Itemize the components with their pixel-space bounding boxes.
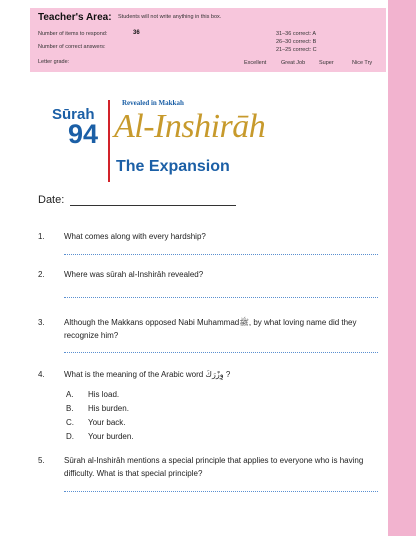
question-3-number: 3. bbox=[38, 318, 45, 327]
header-divider bbox=[108, 100, 110, 182]
question-3-answer-line[interactable] bbox=[64, 352, 378, 353]
question-1-answer-line[interactable] bbox=[64, 254, 378, 255]
scale-a: 31–36 correct: A bbox=[276, 31, 317, 37]
surah-label: Sūrah bbox=[52, 106, 95, 123]
teacher-area-title: Teacher's Area: bbox=[38, 12, 112, 23]
grade-great-job: Great Job bbox=[281, 60, 306, 66]
items-value: 36 bbox=[133, 30, 140, 36]
date-field[interactable] bbox=[70, 205, 236, 206]
question-2-number: 2. bbox=[38, 270, 45, 279]
scale-c: 21–25 correct: C bbox=[276, 47, 317, 53]
teacher-area-box bbox=[30, 8, 386, 72]
scale-b: 26–30 correct: B bbox=[276, 39, 317, 45]
grade-excellent: Excellent bbox=[244, 60, 267, 66]
date-label: Date: bbox=[38, 194, 65, 206]
question-4-number: 4. bbox=[38, 370, 45, 379]
question-5-number: 5. bbox=[38, 456, 45, 465]
question-4-arabic-word: وِزْرَكَ bbox=[205, 370, 224, 379]
items-label: Number of items to respond: bbox=[38, 31, 108, 37]
question-5-answer-line[interactable] bbox=[64, 491, 378, 492]
question-2-answer-line[interactable] bbox=[64, 297, 378, 298]
option-b-letter[interactable]: B. bbox=[66, 404, 74, 413]
option-a-text[interactable]: His load. bbox=[88, 390, 120, 399]
grade-super: Super bbox=[319, 60, 334, 66]
question-3-text: Although the Makkans opposed Nabi Muhammadﷺ, by what loving name did they recognize him? bbox=[64, 318, 357, 340]
question-5-text: Sūrah al-Inshirāh mentions a special principle that applies to everyone who is having difficulty. What is that special principle? bbox=[64, 456, 364, 478]
question-1-text: What comes along with every hardship? bbox=[64, 232, 206, 241]
correct-label: Number of correct answers: bbox=[38, 44, 106, 50]
option-a-letter[interactable]: A. bbox=[66, 390, 74, 399]
grade-label: Letter grade: bbox=[38, 59, 70, 65]
question-4-suffix: ? bbox=[223, 370, 231, 379]
teacher-area-note: Students will not write anything in this box. bbox=[118, 14, 222, 20]
question-1-number: 1. bbox=[38, 232, 45, 241]
option-b-text[interactable]: His burden. bbox=[88, 404, 129, 413]
page-edge-bar bbox=[388, 0, 416, 536]
option-d-text[interactable]: Your burden. bbox=[88, 432, 134, 441]
surah-name: Al-Inshirāh bbox=[114, 108, 266, 145]
surah-subtitle: The Expansion bbox=[116, 158, 230, 175]
option-c-letter[interactable]: C. bbox=[66, 418, 74, 427]
surah-number: 94 bbox=[68, 119, 99, 149]
question-2-text: Where was sūrah al-Inshirāh revealed? bbox=[64, 270, 204, 279]
revealed-label: Revealed in Makkah bbox=[122, 99, 184, 107]
option-d-letter[interactable]: D. bbox=[66, 432, 74, 441]
grade-nice-try: Nice Try bbox=[352, 60, 373, 66]
option-c-text[interactable]: Your back. bbox=[88, 418, 126, 427]
question-4-prompt: What is the meaning of the Arabic word bbox=[64, 370, 204, 379]
question-4-text bbox=[64, 368, 382, 381]
